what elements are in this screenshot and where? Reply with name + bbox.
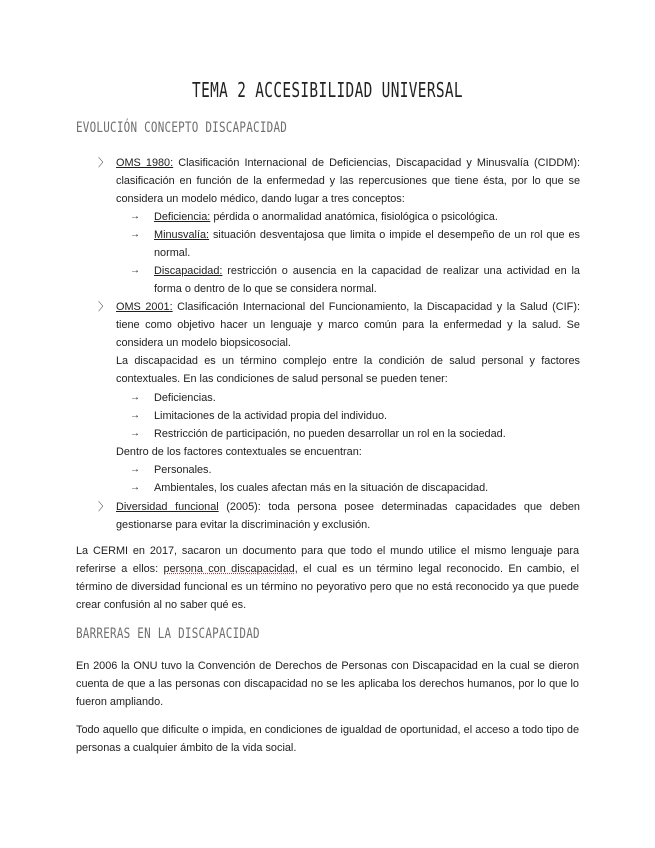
- arrow-right-icon: →: [130, 211, 140, 222]
- deficiencias-text: Deficiencias.: [154, 392, 216, 404]
- ambientales-text: Ambientales, los cuales afectan más en la situación de discapacidad.: [154, 482, 489, 494]
- deficiencia-label: Deficiencia:: [154, 211, 211, 223]
- minusvalia-text: situación desventajosa que limita o impide el desempeño de un rol que es normal.: [154, 229, 580, 259]
- list-item-ambientales: [130, 479, 580, 497]
- cermi-paragraph: [76, 542, 579, 614]
- barreras-paragraph-2: Todo aquello que dificulte o impida, en condiciones de igualdad de oportunidad, el acceso a todo tipo de personas a cualquier ámbito de la vida social.: [76, 724, 579, 754]
- discapacidad-label: Discapacidad:: [154, 265, 223, 277]
- arrow-right-icon: →: [130, 428, 140, 439]
- list-item-diversidad-funcional: [98, 498, 580, 534]
- arrow-right-icon: →: [130, 265, 140, 276]
- factores-contextuales-intro: [98, 443, 580, 461]
- list-item-deficiencias: [130, 389, 580, 407]
- oms-2001-text: Clasificación Internacional del Funcionamiento, la Discapacidad y la Salud (CIF): tiene como objetivo hacer un lenguaje y marco común para la enfermedad y la salud. Se considera un modelo biopsicosocial.: [116, 301, 580, 349]
- arrow-right-icon: →: [130, 464, 140, 475]
- list-item-minusvalia: [130, 226, 580, 262]
- list-item-limitaciones: [130, 407, 580, 425]
- chevron-right-icon: 〉: [98, 157, 109, 169]
- section-heading-barreras: BARRERAS EN LA DISCAPACIDAD: [76, 626, 260, 642]
- restriccion-text: Restricción de participación, no pueden desarrollar un rol en la sociedad.: [154, 428, 506, 440]
- diversidad-text: (2005): toda persona posee determinadas capacidades que deben gestionarse para evitar la discriminación y exclusión.: [116, 501, 580, 531]
- page-title: TEMA 2 ACCESIBILIDAD UNIVERSAL: [192, 78, 463, 102]
- deficiencia-text: pérdida o anormalidad anatómica, fisiológica o psicológica.: [210, 211, 498, 223]
- arrow-right-icon: →: [130, 410, 140, 421]
- limitaciones-text: Limitaciones de la actividad propia del individuo.: [154, 410, 388, 422]
- oms-1980-label: OMS 1980:: [116, 157, 174, 169]
- list-item-personales: [130, 461, 580, 479]
- chevron-right-icon: 〉: [98, 301, 109, 313]
- factores-contextuales-text: Dentro de los factores contextuales se encuentran:: [116, 446, 362, 458]
- cermi-text-before: La CERMI en 2017, sacaron un documento para que todo el mundo utilice el mismo lenguaje para referirse a ellos:: [76, 545, 579, 575]
- list-item-discapacidad: [130, 262, 580, 298]
- arrow-right-icon: →: [130, 229, 140, 240]
- arrow-right-icon: →: [130, 482, 140, 493]
- arrow-right-icon: →: [130, 392, 140, 403]
- personales-text: Personales.: [154, 464, 212, 476]
- oms-1980-text: Clasificación Internacional de Deficiencias, Discapacidad y Minusvalía (CIDDM): clasificación en función de la enfermedad y las repercusiones que tiene ésta, por lo que se considera un modelo médico, dando lugar a tres conceptos:: [116, 157, 581, 205]
- section-heading-evolucion: EVOLUCIÓN CONCEPTO DISCAPACIDAD: [76, 120, 288, 136]
- list-item-restriccion: [130, 425, 580, 443]
- list-item-oms-2001: [98, 298, 580, 388]
- oms-2001-label: OMS 2001:: [116, 301, 173, 313]
- list-item-oms-1980: [98, 154, 580, 208]
- discapacidad-text: restricción o ausencia en la capacidad de realizar una actividad en la forma o dentro de lo que se considera normal.: [154, 265, 580, 295]
- barreras-paragraph-1: En 2006 la ONU tuvo la Convención de Derechos de Personas con Discapacidad en la cual se dieron cuenta de que a las personas con discapacidad no se les aplicaba los derechos humanos, por lo que lo fueron ampliando.: [76, 660, 579, 708]
- minusvalia-label: Minusvalía:: [154, 229, 210, 241]
- diversidad-label: Diversidad funcional: [116, 501, 219, 513]
- cermi-text-after: , el cual es un término legal reconocido. En cambio, el término de diversidad funcional es un término no peyorativo pero que no está reconocido ya que puede crear confusión al no saber qué es.: [76, 563, 580, 611]
- oms-2001-paragraph: La discapacidad es un término complejo entre la condición de salud personal y factores contextuales. En las condiciones de salud personal se pueden tener:: [116, 355, 580, 385]
- list-item-deficiencia: [130, 208, 580, 226]
- cermi-term: persona con discapacidad: [163, 563, 295, 575]
- chevron-right-icon: 〉: [98, 501, 109, 513]
